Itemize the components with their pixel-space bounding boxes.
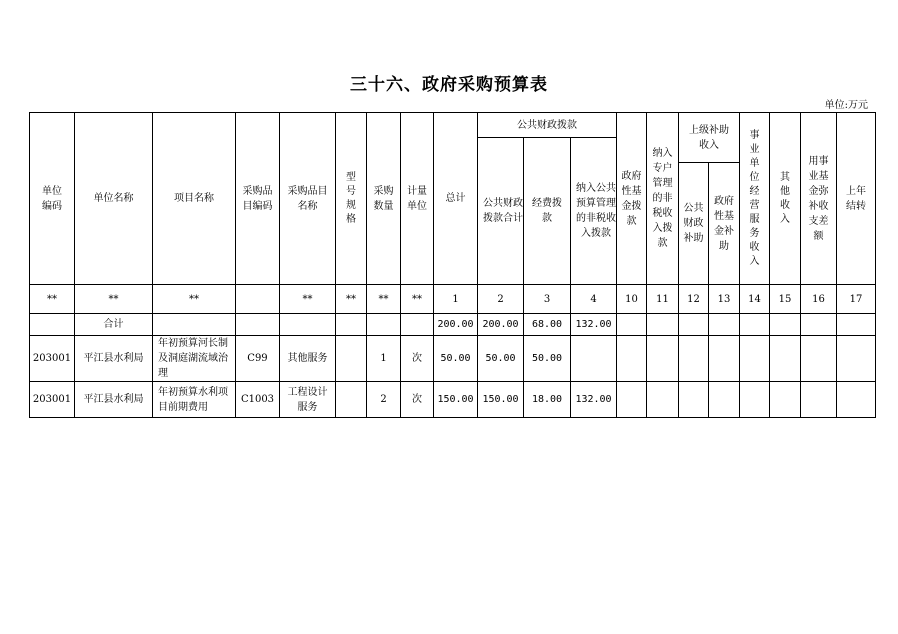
index-cell [236,285,280,314]
total-operating-funds: 68.00 [524,314,571,336]
index-row [30,285,876,314]
row-spec [336,336,367,382]
header-item-code: 采购品目编码 [236,113,280,285]
total-cell [236,314,280,336]
total-row [30,314,876,336]
index-cell: 3 [524,285,571,314]
index-cell: ** [401,285,434,314]
row-cell [801,382,837,418]
total-cell [30,314,75,336]
row-nontax-budget: 132.00 [571,382,617,418]
row-unit-name: 平江县水利局 [75,336,153,382]
index-cell: 11 [647,285,679,314]
index-cell: ** [336,285,367,314]
row-operating-funds: 50.00 [524,336,571,382]
header-nontax-budget: 纳入公共预算管理的非税收入拨款 [571,138,617,285]
index-cell: ** [153,285,236,314]
row-measure-unit: 次 [401,382,434,418]
row-public-finance: 150.00 [478,382,524,418]
header-superior-subsidy-group: 上级补助收入 [679,113,740,163]
header-project-name: 项目名称 [153,113,236,285]
total-cell [709,314,740,336]
row-item-code: C1003 [236,382,280,418]
header-special-nontax: 纳入专户管理的非税收入拨款 [647,113,679,285]
index-cell: ** [30,285,75,314]
page-title: 三十六、政府采购预算表 [350,75,548,95]
row-cell [770,336,801,382]
row-unit-code: 203001 [30,382,75,418]
index-cell: 15 [770,285,801,314]
total-cell [367,314,401,336]
row-item-name: 工程设计服务 [280,382,336,418]
header-unit-name: 单位名称 [75,113,153,285]
index-cell: 17 [837,285,876,314]
index-cell: 10 [617,285,647,314]
row-total: 150.00 [434,382,478,418]
total-cell [679,314,709,336]
index-cell: ** [367,285,401,314]
row-cell [709,382,740,418]
procurement-budget-table [29,112,876,418]
header-gov-fund: 政府性基金拨款 [617,113,647,285]
row-cell [770,382,801,418]
total-cell [153,314,236,336]
header-public-finance-subsidy: 公共财政补助 [679,163,709,285]
row-cell [679,382,709,418]
total-label: 合计 [75,314,153,336]
header-gov-fund-subsidy: 政府性基金补助 [709,163,740,285]
index-cell: 2 [478,285,524,314]
row-nontax-budget [571,336,617,382]
row-quantity: 1 [367,336,401,382]
index-cell: 14 [740,285,770,314]
header-row-1 [30,113,876,138]
header-public-finance-group: 公共财政拨款 [478,113,617,138]
row-item-name: 其他服务 [280,336,336,382]
row-cell [617,336,647,382]
table-row [30,336,876,382]
row-unit-code: 203001 [30,336,75,382]
row-item-code: C99 [236,336,280,382]
total-cell [280,314,336,336]
row-total: 50.00 [434,336,478,382]
total-public-finance: 200.00 [478,314,524,336]
unit-label: 单位:万元 [824,100,868,111]
row-cell [837,336,876,382]
row-quantity: 2 [367,382,401,418]
row-unit-name: 平江县水利局 [75,382,153,418]
total-nontax-budget: 132.00 [571,314,617,336]
header-fund-supplement: 用事业基金弥补收支差额 [801,113,837,285]
index-cell: 13 [709,285,740,314]
total-cell [801,314,837,336]
total-amount: 200.00 [434,314,478,336]
total-cell [770,314,801,336]
row-cell [679,336,709,382]
header-unit-code: 单位编码 [30,113,75,285]
header-measure-unit: 计量单位 [401,113,434,285]
index-cell: 4 [571,285,617,314]
index-cell: ** [75,285,153,314]
row-cell [647,336,679,382]
header-business-income: 事业单位经营服务收入 [740,113,770,285]
header-total: 总计 [434,113,478,285]
total-cell [837,314,876,336]
index-cell: 16 [801,285,837,314]
table-row [30,382,876,418]
index-cell: 1 [434,285,478,314]
row-cell [647,382,679,418]
total-cell [740,314,770,336]
row-cell [837,382,876,418]
header-public-finance-total: 公共财政拨款合计 [478,138,524,285]
row-cell [709,336,740,382]
row-cell [617,382,647,418]
header-quantity: 采购数量 [367,113,401,285]
row-project-name: 年初预算水利项目前期费用 [153,382,236,418]
row-measure-unit: 次 [401,336,434,382]
row-spec [336,382,367,418]
header-operating-funds: 经费拨款 [524,138,571,285]
total-cell [336,314,367,336]
total-cell [401,314,434,336]
row-cell [801,336,837,382]
header-prior-balance: 上年结转 [837,113,876,285]
total-cell [647,314,679,336]
header-other-income: 其他收入 [770,113,801,285]
row-operating-funds: 18.00 [524,382,571,418]
row-public-finance: 50.00 [478,336,524,382]
total-cell [617,314,647,336]
row-project-name: 年初预算河长制及洞庭湖流域治理 [153,336,236,382]
row-cell [740,336,770,382]
header-item-name: 采购品目名称 [280,113,336,285]
index-cell: ** [280,285,336,314]
index-cell: 12 [679,285,709,314]
row-cell [740,382,770,418]
header-spec: 型号规格 [336,113,367,285]
